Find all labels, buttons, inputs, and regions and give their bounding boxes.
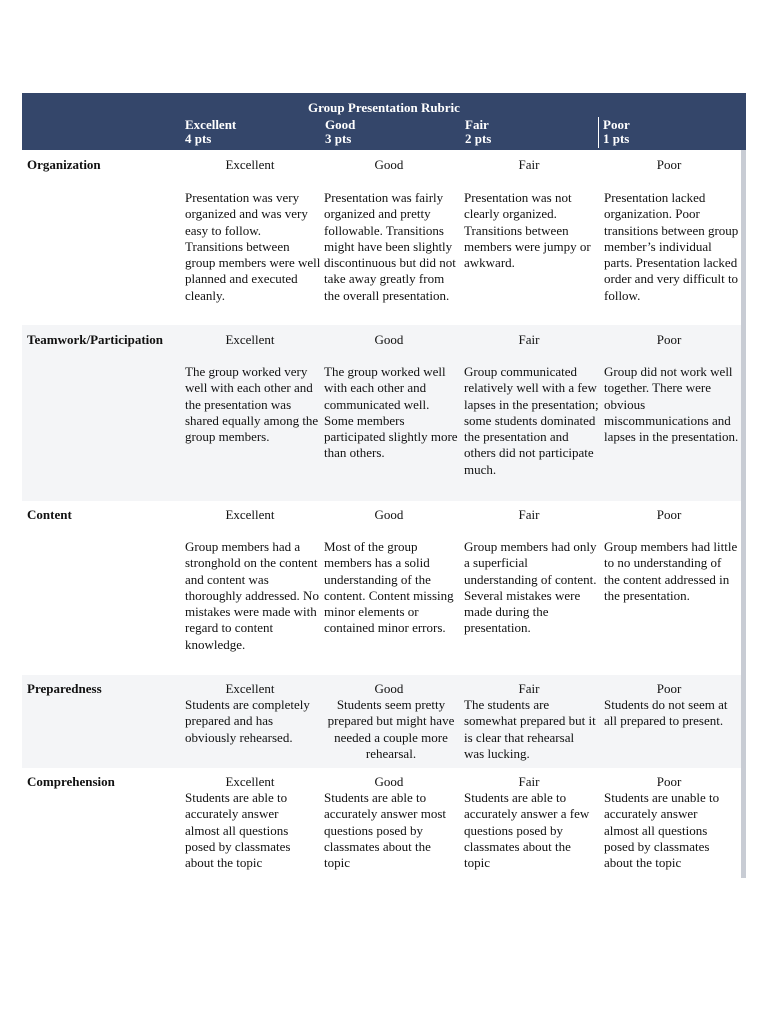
cell-description-fair: Group communicated relatively well with a few lapses in the presentation; some students dominated the presentation and others did not participate much.	[464, 364, 599, 477]
cell-level-good: Good	[374, 507, 404, 522]
level-name: Poor	[603, 117, 630, 132]
criterion-name: Comprehension	[27, 774, 115, 789]
level-points: 3 pts	[325, 131, 352, 146]
cell-description-fair: Presentation was not clearly organized. Transitions between members were jumpy or awkward.	[464, 190, 591, 271]
cell-description-good: The group worked well with each other and communicated well. Some members participated slightly more than others.	[324, 364, 458, 461]
cell-description-excellent: Students are able to accurately answer almost all questions posed by classmates about the topic	[185, 790, 291, 871]
cell-level-poor: Poor	[656, 157, 682, 172]
cell-level-good: Good	[374, 157, 404, 172]
table-right-border	[741, 150, 746, 878]
rubric-table	[22, 93, 746, 878]
cell-level-excellent: Excellent	[225, 681, 275, 696]
level-points: 1 pts	[603, 131, 630, 146]
cell-description-excellent: Group members had a stronghold on the content and content was thoroughly addressed. No mistakes were made with regard to content knowledge.	[185, 539, 319, 652]
cell-description-fair: Students are able to accurately answer a few questions posed by classmates about the topic	[464, 790, 590, 871]
cell-level-fair: Fair	[518, 681, 540, 696]
header-divider	[598, 117, 599, 148]
cell-description-poor: Group members had little to no understanding of the content addressed in the presentation.	[604, 539, 738, 603]
cell-level-poor: Poor	[656, 774, 682, 789]
level-points: 2 pts	[465, 131, 492, 146]
level-points: 4 pts	[185, 131, 212, 146]
criterion-name: Teamwork/Participation	[27, 332, 164, 347]
cell-description-poor: Students are unable to accurately answer almost all questions posed by classmates about the topic	[604, 790, 720, 871]
cell-level-good: Good	[374, 774, 404, 789]
cell-description-good: Most of the group members has a solid understanding of the content. Content missing minor elements or contained minor errors.	[324, 539, 454, 636]
cell-level-excellent: Excellent	[225, 332, 275, 347]
criterion-name: Content	[27, 507, 72, 522]
level-name: Good	[325, 117, 356, 132]
cell-level-excellent: Excellent	[225, 157, 275, 172]
cell-description-poor: Presentation lacked organization. Poor transitions between group member’s individual parts. Presentation lacked order and very difficult to follow.	[604, 190, 739, 303]
rubric-header	[22, 93, 746, 150]
cell-description-excellent: Presentation was very organized and was very easy to follow. Transitions between group members were well planned and executed cleanly.	[185, 190, 321, 303]
criterion-name: Preparedness	[27, 681, 102, 696]
cell-description-good: Students seem pretty prepared but might have needed a couple more rehearsal.	[327, 697, 455, 761]
level-name: Excellent	[185, 117, 237, 132]
level-poor-header	[603, 118, 630, 146]
cell-level-poor: Poor	[656, 507, 682, 522]
cell-level-good: Good	[374, 681, 404, 696]
cell-description-fair: The students are somewhat prepared but it is clear that rehearsal was lucking.	[464, 697, 596, 761]
criterion-row-comprehension	[22, 768, 746, 878]
cell-description-fair: Group members had only a superficial understanding of content. Several mistakes were made during the presentation.	[464, 539, 597, 636]
level-fair-header	[465, 118, 491, 146]
cell-level-excellent: Excellent	[225, 507, 275, 522]
level-excellent-header	[185, 118, 236, 146]
criterion-row-organization	[22, 150, 746, 325]
criterion-row-preparedness	[22, 675, 746, 768]
criterion-name: Organization	[27, 157, 101, 172]
rubric-title: Group Presentation Rubric	[308, 100, 460, 115]
cell-description-excellent: The group worked very well with each other and the presentation was shared equally among the group members.	[185, 364, 319, 445]
cell-level-fair: Fair	[518, 157, 540, 172]
criterion-row-content	[22, 501, 746, 675]
cell-level-good: Good	[374, 332, 404, 347]
level-name: Fair	[465, 117, 489, 132]
level-good-header	[325, 118, 355, 146]
criterion-row-teamwork	[22, 325, 746, 501]
cell-description-poor: Students do not seem at all prepared to present.	[604, 697, 728, 729]
cell-description-good: Presentation was fairly organized and pretty followable. Transitions might have been slightly discontinuous but did not take away greatly from the overall presentation.	[324, 190, 456, 303]
cell-level-poor: Poor	[656, 681, 682, 696]
cell-description-poor: Group did not work well together. There were obvious miscommunications and lapses in the presentation.	[604, 364, 739, 445]
cell-description-good: Students are able to accurately answer most questions posed by classmates about the topic	[324, 790, 447, 871]
cell-level-poor: Poor	[656, 332, 682, 347]
cell-level-fair: Fair	[518, 332, 540, 347]
cell-level-fair: Fair	[518, 507, 540, 522]
cell-level-excellent: Excellent	[225, 774, 275, 789]
cell-level-fair: Fair	[518, 774, 540, 789]
cell-description-excellent: Students are completely prepared and has obviously rehearsed.	[185, 697, 310, 745]
